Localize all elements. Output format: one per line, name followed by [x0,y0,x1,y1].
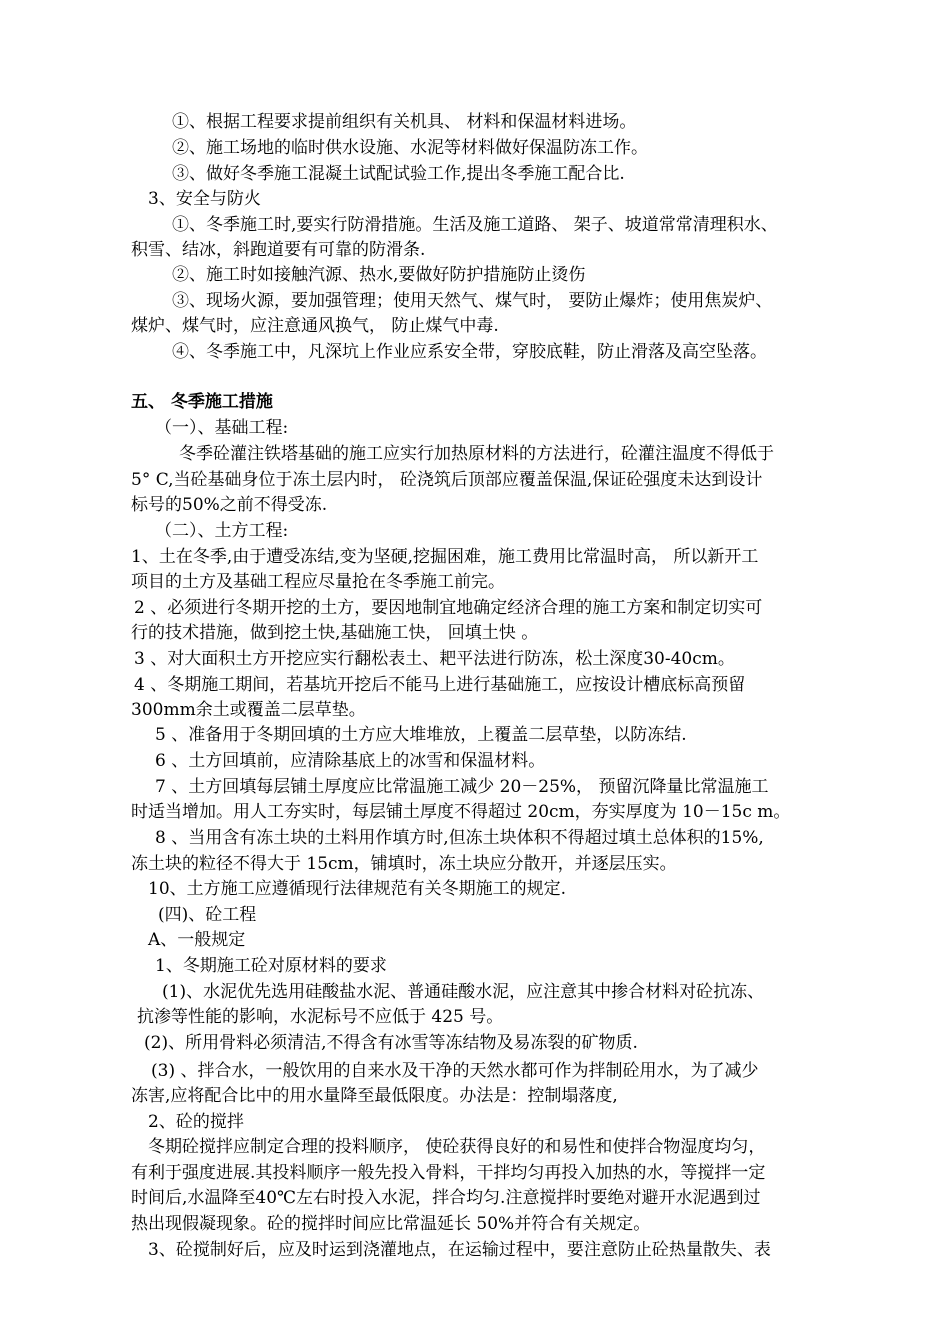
text-line: 积雪、结冰，斜跑道要有可靠的防滑条. [131,240,426,260]
text-line: 项目的土方及基础工程应尽量抢在冬季施工前完。 [131,572,505,592]
text-line: 抗渗等性能的影响，水泥标号不应低于 425 号。 [137,1007,504,1027]
text-line: 时间后,水温降至40℃左右时投入水泥，拌合均匀.注意搅拌时要绝对避开水泥遇到过 [131,1188,761,1208]
text-line: ②、施工场地的临时供水设施、水泥等材料做好保温防冻工作。 [172,138,648,158]
text-line: 冬季砼灌注铁塔基础的施工应实行加热原材料的方法进行，砼灌注温度不得低于 [179,444,774,464]
text-line: 10、土方施工应遵循现行法律规范有关冬期施工的规定. [148,879,567,899]
subsection-heading: 3、安全与防火 [148,189,261,209]
text-line: ③、现场火源，要加强管理；使用天然气、煤气时， 要防止爆炸；使用焦炭炉、 [172,291,773,311]
text-line: ①、根据工程要求提前组织有关机具、 材料和保温材料进场。 [172,112,637,132]
text-line: 有利于强度进展.其投料顺序一般先投入骨料，干拌均匀再投入加热的水，等搅拌一定 [131,1163,766,1183]
subsection-heading: （二）、土方工程: [155,521,289,541]
subsection-heading: A、一般规定 [148,930,246,950]
text-line: 冻土块的粒径不得大于 15cm，铺填时，冻土块应分散开，并逐层压实。 [131,854,677,874]
text-line: ④、冬季施工中，凡深坑上作业应系安全带，穿胶底鞋，防止滑落及高空坠落。 [172,342,767,362]
text-line: (2)、所用骨料必须清洁,不得含有冰雪等冻结物及易冻裂的矿物质. [144,1033,638,1053]
subsection-heading: （一）、基础工程: [155,418,289,438]
text-line: 2 、必须进行冬期开挖的土方，要因地制宜地确定经济合理的施工方案和制定切实可 [134,598,763,618]
subsection-heading: 1、冬期施工砼对原材料的要求 [155,956,387,976]
text-line: 4 、冬期施工期间，若基坑开挖后不能马上进行基础施工，应按设计槽底标高预留 [134,675,746,695]
text-line: 7 、土方回填每层铺土厚度应比常温施工减少 20－25%， 预留沉降量比常温施工 [155,777,769,797]
text-line: ③、做好冬季施工混凝土试配试验工作,提出冬季施工配合比. [172,164,625,184]
text-line: 6 、土方回填前，应清除基底上的冰雪和保温材料。 [155,751,546,771]
text-line: 3 、对大面积土方开挖应实行翻松表土、耙平法进行防冻，松土深度30-40cm。 [134,649,735,669]
text-line: (1)、水泥优先选用硅酸盐水泥、普通硅酸水泥，应注意其中掺合材料对砼抗冻、 [162,982,765,1002]
text-line: 行的技术措施，做到挖土快,基础施工快， 回填土快 。 [131,623,539,643]
text-line: 8 、当用含有冻土块的土料用作填方时,但冻土块体积不得超过填土总体积的15%, [155,828,764,848]
text-line: 1、土在冬季,由于遭受冻结,变为坚硬,挖掘困难，施工费用比常温时高， 所以新开工 [131,547,759,567]
text-line: ②、施工时如接触汽源、热水,要做好防护措施防止烫伤 [172,265,586,285]
text-line: 冻害,应将配合比中的用水量降至最低限度。办法是：控制塌落度, [131,1086,618,1106]
text-line: 热出现假凝现象。砼的搅拌时间应比常温延长 50%并符合有关规定。 [131,1214,651,1234]
text-line: 标号的50%之前不得受冻. [131,495,328,515]
text-line: 5 、准备用于冬期回填的土方应大堆堆放，上覆盖二层草垫，以防冻结. [155,725,687,745]
text-line: 300mm余土或覆盖二层草垫。 [131,700,366,720]
text-line: 冬期砼搅拌应制定合理的投料顺序， 使砼获得良好的和易性和使拌合物湿度均匀， [148,1137,766,1157]
text-line: 时适当增加。用人工夯实时，每层铺土厚度不得超过 20cm，夯实厚度为 10－15c m。 [131,802,791,822]
subsection-heading: (四)、砼工程 [158,905,257,925]
section-heading: 五、 冬季施工措施 [131,392,273,412]
subsection-heading: 2、砼的搅拌 [148,1112,244,1132]
text-line: 5° C,当砼基础身位于冻土层内时， 砼浇筑后顶部应覆盖保温,保证砼强度未达到设计 [131,470,763,490]
text-line: 煤炉、煤气时，应注意通风换气， 防止煤气中毒. [131,316,499,336]
text-line: 3、砼搅制好后，应及时运到浇灌地点，在运输过程中，要注意防止砼热量散失、表 [148,1240,771,1260]
text-line: (3) 、拌合水，一般饮用的自来水及干净的天然水都可作为拌制砼用水，为了减少 [151,1061,759,1081]
text-line: ①、冬季施工时,要实行防滑措施。生活及施工道路、 架子、坡道常常清理积水、 [172,215,778,235]
